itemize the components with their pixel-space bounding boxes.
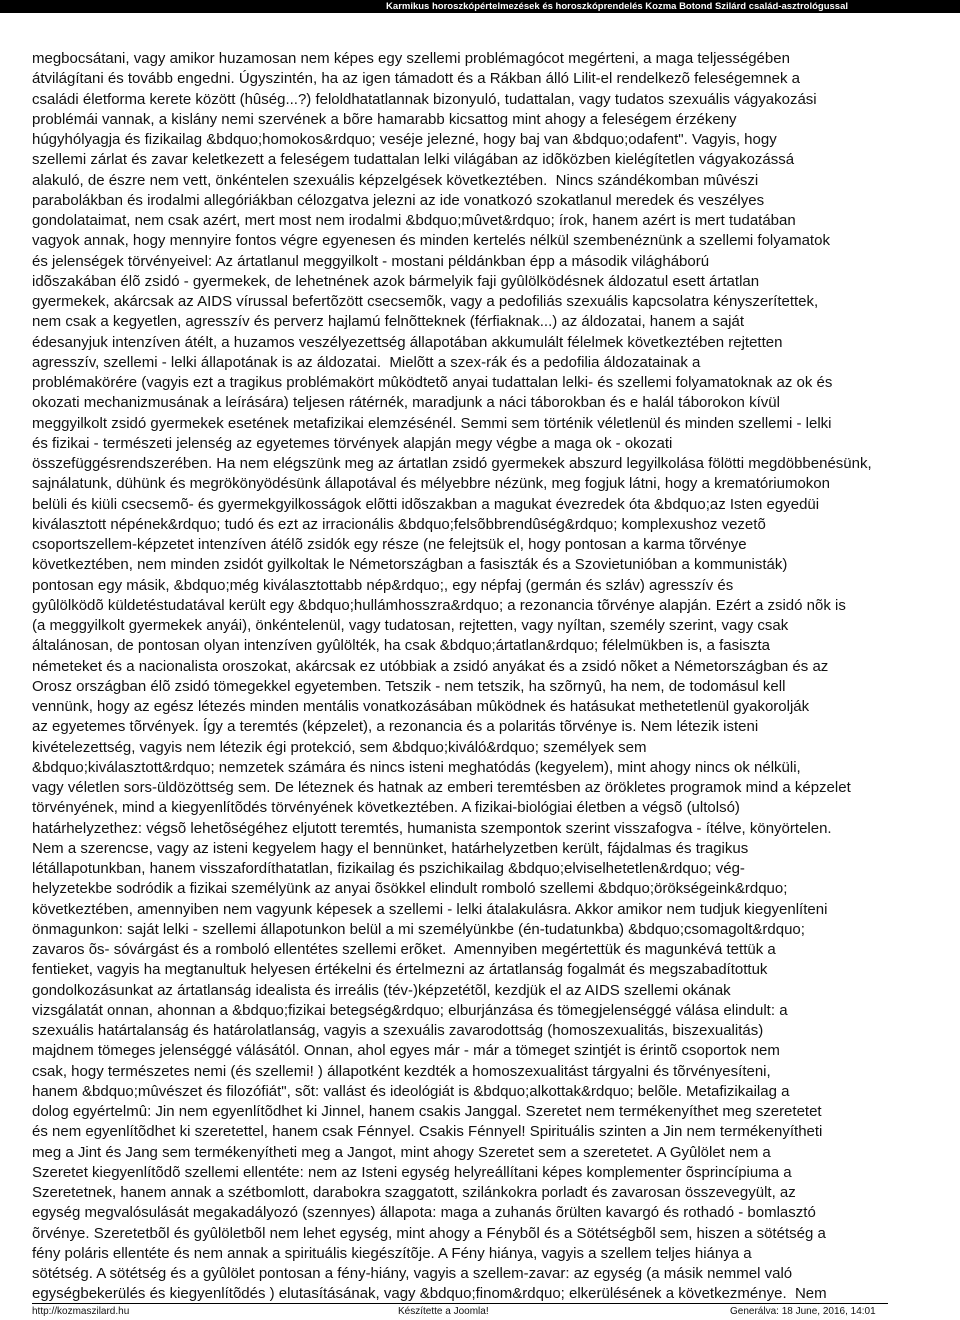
footer-generated-date: Generálva: 18 June, 2016, 14:01: [730, 1306, 876, 1317]
body-line: egység megvalósulását megakadályozó (szennyes) állapota: maga a zuhanás õrülten kavargó és rothadó - bomlasztó: [32, 1204, 816, 1222]
footer-divider: [32, 1303, 888, 1304]
body-line: Nem a szerencse, vagy az isteni kegyelem hagy el bennünket, határhelyzetben került, fájdalmas és tragikus: [32, 839, 749, 857]
body-line: gondolataimat, nem csak azért, mert most nem irodalmi &bdquo;mûvet&rdquo; írok, hanem azért is mert tudatában: [32, 212, 796, 229]
body-line: fentieket, vagyis ha megtanultuk helyesen értékelni és értelmezni az ártatlanság fogalmát és megszabadítottuk: [32, 961, 768, 979]
body-line: következtében, nem minden zsidót gyilkoltak le Németországban a fasiszták és a Szovietunióban a kommunisták): [32, 556, 788, 574]
body-line: belüli és kiüli csecsemõ- és gyermekgyilkosságok elõtti idõszakban a magukat évezredek óta &bdquo;az Isten egyedüi: [32, 495, 820, 513]
body-line: vennünk, hogy az egész létezés minden mentális vonatkozásában mûködnek és hatásukat methetetlenül gyakorolják: [32, 698, 810, 715]
body-line: problémakörére (vagyis ezt a tragikus problémakört mûködtetõ anyai tudattalan lelki- és szellemi folyamatoknak az ok és: [32, 374, 833, 391]
body-line: édesanyjuk intenzíven átélt, a huzamos veszélyezettség állapotában akkumulált félelmek következtében rejtetten: [32, 333, 783, 351]
body-line: Szeretet kiegyenlítõdõ szellemi ellentéte: nem az Isteni egység helyreállítani képes komplementer õsprincípiuma a: [32, 1163, 792, 1181]
body-line: agresszív, szellemi - lelki állapotának is az áldozatai. Mielõtt a szex-rák és a pedofilia áldozatainak a: [32, 353, 701, 371]
body-line: összefüggésrendszerében. Ha nem elégszünk meg az ártatlan zsidó gyermekek abszurd legyilkolása fölötti megdöbbenésünk,: [32, 455, 872, 472]
body-line: csoportszellem-képzetet intenzíven átélõ zsidók egy része (ne felejtsük el, hogy pontosan a karma tõrvénye: [32, 536, 747, 553]
body-line: törvényének, mind a kiegyenlítõdés törvényének következtében. A fizikai-biológiai életben a végsõ (ultolsó): [32, 799, 740, 817]
body-line: és jelenségek törvényeivel: Az ártatlanul meggyilkolt - mostani példánkban épp a második világháború: [32, 252, 710, 270]
header-bar: [0, 0, 960, 13]
body-line: szellemi zárlat és zavar keletkezett a feleségem tudattalan lelki világában az idõközben kielégítetlen vágyakozássá: [32, 151, 795, 169]
body-line: fény poláris ellentéte és nem annak a spirituális kiegészítõje. A Fény hiánya, vagyis a szellem teljes hiánya a: [32, 1244, 752, 1262]
body-line: kivételezettség, vagyis nem létezik égi protekció, sem &bdquo;kiváló&rdquo; személyek sem: [32, 738, 647, 756]
body-line: és fizikai - természeti jelenség az egyetemes törvények alapján megy végbe a maga ok - okozati: [32, 434, 673, 452]
body-line: létállapotunkban, hanem visszafordíthatatlan, fizikailag és pszichikailag &bdquo;elviselhetetlen&rdquo; vég-: [32, 860, 745, 877]
body-line: átvilágítani és tovább engedni. Úgyszintén, ha az igen támadott és a Rákban álló Lilit-el rendelkezõ feleségemnek a: [32, 70, 800, 88]
body-line: vagyok annak, hogy mennyire fontos végre egyenesen és minden kertelés nélkül szembenéznünk a szellemi folyamatok: [32, 232, 830, 250]
body-line: általánosan, de pontosan olyan intenzíven gyûlölték, ha csak &bdquo;ártatlan&rdquo; félelmükben is, a fasiszta: [32, 637, 770, 655]
body-line: önmagunkon: saját lelki - szellemi állapotunkon belül a mi személyünkbe (én-tudatunkba) &bdquo;csomagolt&rdquo;: [32, 920, 805, 938]
body-line: csak, hogy természetes nemi (és szellemi! ) állapotként kezdték a homoszexualitást tárgyalni és tõrvényesíteni,: [32, 1062, 771, 1080]
body-line: határhelyzethez: végsõ lehetõségéhez eljutott teremtés, humanista szempontok szerint visszafogva - ítélve, könyörtelen.: [32, 819, 832, 837]
body-line: parabolákban és irodalmi allegóriákban célozgatva jelezni az ide vonatkozó szokatlanul meredek és veszélyes: [32, 191, 765, 209]
body-line: meggyilkolt zsidó gyermekek esetének metafizikai elemzésénél. Semmi sem történik véletlenül és minden szellemi - lelki: [32, 414, 832, 432]
body-line: egységbekerülés és kiegyenlítõdés ) elutasításának, vagy &bdquo;finom&rdquo; elkerülésének a következménye. Nem: [32, 1285, 827, 1301]
body-line: az egyetemes tõrvények. Így a teremtés (képzelet), a rezonancia és a polaritás tõrvénye is. Nem létezik isteni: [32, 718, 759, 736]
body-line: gyermekek, akárcsak az AIDS vírussal befertõzött csecsemõk, vagy a pedofiliás szexuális kapcsolatra kényszerítettek,: [32, 293, 819, 310]
body-line: húgyhólyagja és fizikailag &bdquo;homokos&rdquo; veséje jelezné, hogy baj van &bdquo;odafent". Vagyis, hogy: [32, 131, 777, 148]
body-line: (a meggyilkolt gyermekek anyái), önkéntelenül, vagy tudatosan, rejtetten, vagy nyíltan, személy szerint, vagy csak: [32, 617, 789, 634]
body-line: pontosan egy másik, &bdquo;még kiválasztottabb nép&rdquo;, egy népfaj (germán és szláv) agresszív és: [32, 576, 734, 594]
body-line: idõszakában élõ zsidó - gyermekek, de lehetnének azok bármelyik faji gyûlölködésnek áldozatul esett ártatlan: [32, 272, 760, 290]
site-title: Karmikus horoszkópértelmezések és horoszkóprendelés Kozma Botond Szilárd család-asztrológussal: [386, 1, 848, 12]
body-line: megbocsátani, vagy amikor huzamosan nem képes egy szellemi problémagócot megérteni, a maga teljességében: [32, 50, 790, 67]
article-body: [32, 49, 944, 1301]
body-line: meg a Jint és Jang sem termékenyítheti meg a Jangot, mint ahogy Szeretet sem a szeretetet. A Gyûlölet nem a: [32, 1143, 771, 1161]
body-line: szexuális határtalanság és határolatlanság, vagyis a szexuális zavarodottság (homoszexualitás, biszexualitás): [32, 1022, 764, 1039]
body-line: nem csak a kegyetlen, agresszív és perverz hajlamú felnõtteknek (férfiaknak...) az áldozatai, hanem a saját: [32, 313, 745, 331]
body-line: hanem &bdquo;mûvészet és filozófiát", sõt: vallást és ideológiát is &bdquo;alkottak&rdquo; belõle. Metafizikailag a: [32, 1082, 790, 1100]
body-line: Orosz országban élõ zsidó tömegekkel egyetemben. Tetszik - nem tetszik, ha szõrnyû, ha nem, de todomásul kell: [32, 677, 786, 695]
body-line: alakuló, de észre nem vett, önkéntelen szexuális képzelgések következtében. Nincs szándékomban mûvészi: [32, 171, 759, 189]
body-line: gondolkozásunkat az ártatlanság idealista és irreális (tév-)képzetétõl, kezdjük el az AIDS szellemi okának: [32, 981, 731, 999]
body-line: dolog egyértelmû: Jin nem egyenlítõdhet ki Jinnel, hanem csakis Janggal. Szeretet nem termékenyíthet meg szeretetet: [32, 1103, 822, 1120]
footer-site-link[interactable]: http://kozmaszilard.hu: [32, 1306, 130, 1317]
body-line: gyûlölködõ küldetéstudatával került egy &bdquo;hullámhosszra&rdquo; a rezonancia tõrvénye alapján. Ezért a zsidó nõk is: [32, 596, 846, 614]
body-line: majdnem tömeges jelenséggé válásától. Onnan, ahol egyes már - már a tömeget szintjét is érintõ csoportok nem: [32, 1042, 780, 1060]
body-line: Szeretetnek, hanem annak a szétbomlott, darabokra szaggatott, szilánkokra porladt és zavarosan összevegyült, az: [32, 1184, 796, 1201]
body-line: zavaros õs- sóvárgást és a romboló ellentétes szellemi erõket. Amennyiben megértettük és magunkévá tettük a: [32, 941, 776, 958]
body-line: kiválasztott népének&rdquo; tudó és ezt az irracionális &bdquo;felsõbbrendûség&rdquo; komplexushoz vezetõ: [32, 515, 766, 533]
body-line: helyzetekbe sodródik a fizikai személyünk az anyai õsökkel elindult romboló szellemi &bdquo;örökségeink&rdquo;: [32, 880, 788, 898]
body-line: sajnálatunk, dühünk és megrökönyödésünk állapotával és mélyebbre nézünk, meg fogjuk látni, hogy a krematóriumokon: [32, 475, 830, 493]
body-line: vizsgálatát onnan, ahonnan a &bdquo;fizikai betegség&rdquo; elburjánzása és tömegjelenséggé válása elindult: a: [32, 1001, 788, 1019]
body-line: németeket és a nacionalista oroszokat, akárcsak ez utóbbiak a zsidó anyákat és a zsidó nõket a Németországban és az: [32, 657, 829, 675]
body-line: okozati mechanizmusának a leírására) teljesen rátérnék, maradjunk a náci táborokban és e halál táborokon kívül: [32, 394, 780, 412]
body-line: vagy véletlen sors-üldözöttség sem. De léteznek és hatnak az emberi teremtésben az örökletes programok mind a képzelet: [32, 779, 851, 796]
body-line: családi életforma kerete között (hûség...?) feloldhatatlannak bizonyuló, tudattalan, vagy tudatos szexuális vágyakozási: [32, 90, 817, 108]
body-line: következtében, amennyiben nem vagyunk képesek a szellemi - lelki átalakulásra. Akkor amikor nem tudjuk kiegyenlíteni: [32, 900, 828, 918]
body-line: õrvénye. Szeretetbõl és gyûlöletbõl nem lehet egység, mint ahogy a Fénybõl és a Sötétségbõl sem, hiszen a sötétség a: [32, 1224, 826, 1242]
body-line: sötétség. A sötétség és a gyûlölet pontosan a fény-hiány, vagyis a szellem-zavar: az egység (a másik nemmel való: [32, 1265, 793, 1282]
body-line: &bdquo;kiválasztott&rdquo; nemzetek számára és nincs isteni meghatódás (kegyelem), mint ahogy nincs ok nélküli,: [32, 758, 801, 776]
footer-made-with: Készítette a Joomla!: [398, 1306, 489, 1317]
body-line: problémái vannak, a kislány nemi szervének a bõre hamarabb kicsattog mint ahogy a feleségem érzékeny: [32, 110, 737, 128]
body-line: és nem egyenlítõdhet ki szeretettel, hanem csak Fénnyel. Csakis Fénnyel! Spirituális szinten a Jin nem termékenyítheti: [32, 1123, 823, 1141]
